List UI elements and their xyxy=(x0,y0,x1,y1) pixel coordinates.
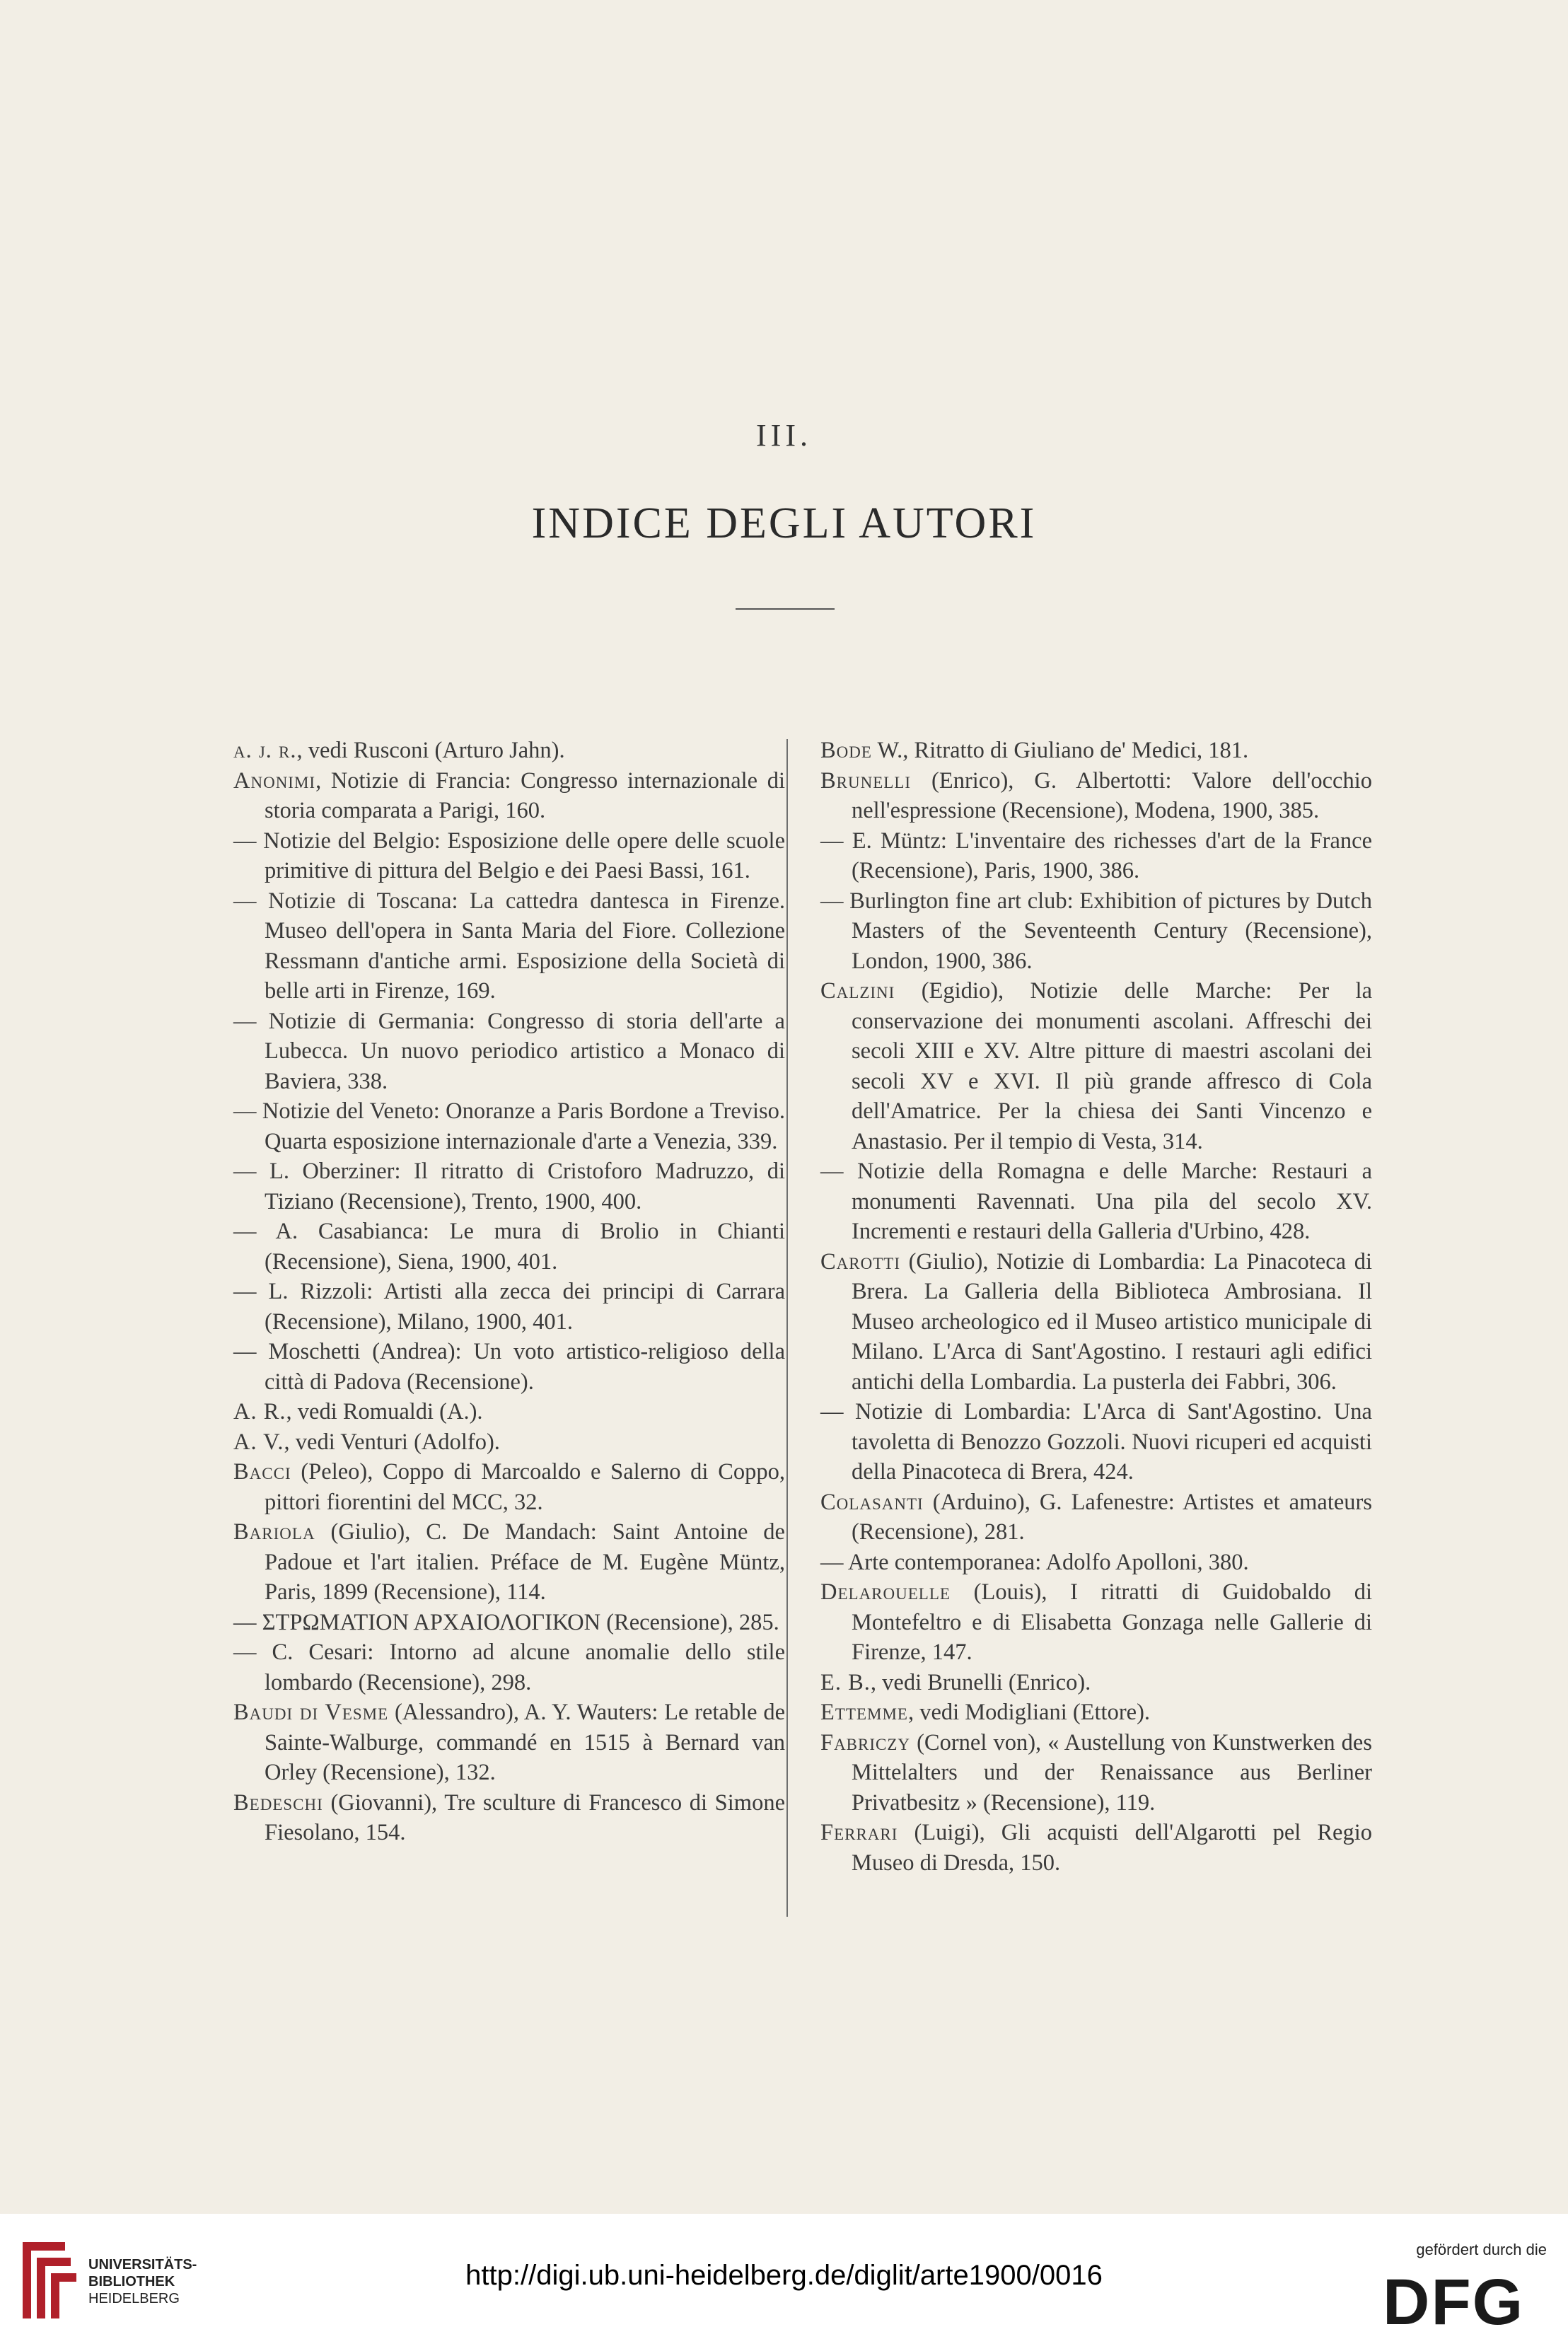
index-entry xyxy=(820,1668,1372,1698)
page-title: INDICE DEGLI AUTORI xyxy=(531,499,1037,547)
index-entry xyxy=(820,1697,1372,1728)
index-column-right xyxy=(820,736,1372,1878)
entry-text: , vedi Rusconi (Arturo Jahn). xyxy=(296,738,565,763)
index-entry xyxy=(820,1577,1372,1668)
entry-text: — L. Rizzoli: Artisti alla zecca dei principi di Carrara (Recensione), Milano, 1900, 401. xyxy=(233,1279,785,1335)
entry-author: Fabriczy xyxy=(820,1729,911,1755)
entry-author: Ettemme xyxy=(820,1700,908,1725)
entry-text: — Notizie di Toscana: La cattedra dantesca in Firenze. Museo dell'opera in Santa Maria del Fiore. Collezione Ressmann d'antiche armi. Esposizione della Società di belle arti in Firenze, 169. xyxy=(233,888,785,1004)
library-name-line-3: HEIDELBERG xyxy=(88,2291,180,2306)
index-entry xyxy=(233,826,785,886)
index-entry xyxy=(233,1156,785,1217)
entry-author: Colasanti xyxy=(820,1489,924,1515)
library-name-line-1: UNIVERSITÄTS- xyxy=(88,2257,197,2273)
index-entry xyxy=(233,736,785,766)
entry-text: (Giulio), Notizie di Lombardia: La Pinacoteca di Brera. La Galleria della Biblioteca Ambrosiana. Il Museo archeologico ed il Museo artistico municipale di Milano. L'Arca di Sant'Agostino. I restauri agli edifici antichi della Lombardia. La pusterla dei Fabbri, 306. xyxy=(852,1248,1372,1395)
index-entry xyxy=(820,976,1372,1156)
entry-text: — L. Oberziner: Il ritratto di Cristoforo Madruzzo, di Tiziano (Recensione), Trento, 1900, 400. xyxy=(233,1159,785,1214)
entry-text: (Luigi), Gli acquisti dell'Algarotti pel Regio Museo di Dresda, 150. xyxy=(852,1820,1372,1876)
entry-text: — Notizie della Romagna e delle Marche: Restauri a monumenti Ravennati. Una pila del secolo XV. Incrementi e restauri della Galleria d'Urbino, 428. xyxy=(820,1159,1372,1244)
entry-author: A. R. xyxy=(233,1399,286,1424)
entry-text: (Giulio), C. De Mandach: Saint Antoine de Padoue et l'art italien. Préface de M. Eugène Müntz, Paris, 1899 (Recensione), 114. xyxy=(265,1519,785,1605)
entry-text: (Giovanni), Tre sculture di Francesco di Simone Fiesolano, 154. xyxy=(265,1789,785,1845)
index-entry xyxy=(233,766,785,826)
index-entry xyxy=(233,1427,785,1458)
index-entry xyxy=(820,1397,1372,1487)
index-entry xyxy=(820,1247,1372,1398)
entry-text: — E. Müntz: L'inventaire des richesses d'art de la France (Recensione), Paris, 1900, 386. xyxy=(820,828,1372,883)
index-entry xyxy=(233,886,785,1006)
index-entry xyxy=(233,1337,785,1397)
library-name-line-2: BIBLIOTHEK xyxy=(88,2274,175,2289)
title-rule xyxy=(736,608,835,610)
index-entry xyxy=(820,766,1372,826)
entry-text: , vedi Venturi (Adolfo). xyxy=(284,1429,500,1455)
entry-author: Calzini xyxy=(820,978,895,1004)
dfg-logo-text: DFG xyxy=(1383,2269,1525,2329)
entry-author: Bacci xyxy=(233,1459,291,1485)
entry-text: (Arduino), G. Lafenestre: Artistes et amateurs (Recensione), 281. xyxy=(852,1489,1372,1545)
column-divider xyxy=(786,739,788,1917)
entry-text: (Alessandro), A. Y. Wauters: Le retable de Sainte-Walburge, commandé en 1515 à Bernard van Orley (Recensione), 132. xyxy=(265,1700,785,1785)
entry-author: Anonimi xyxy=(233,767,316,794)
entry-author: Ferrari xyxy=(820,1820,898,1845)
index-entry xyxy=(233,1457,785,1517)
entry-author: E. B. xyxy=(820,1669,871,1695)
index-entry xyxy=(233,1788,785,1848)
entry-text: (Louis), I ritratti di Guidobaldo di Montefeltro e di Elisabetta Gonzaga nelle Gallerie di Firenze, 147. xyxy=(852,1579,1372,1665)
index-column-left xyxy=(233,736,785,1848)
index-entry xyxy=(233,1397,785,1427)
index-entry xyxy=(820,886,1372,977)
entry-text: — A. Casabianca: Le mura di Brolio in Chianti (Recensione), Siena, 1900, 401. xyxy=(233,1219,785,1275)
index-entry xyxy=(820,736,1372,766)
entry-author: Baudi di Vesme xyxy=(233,1700,389,1725)
index-entry xyxy=(233,1608,785,1638)
entry-author: Bode xyxy=(820,738,872,763)
entry-text: — Arte contemporanea: Adolfo Apolloni, 380. xyxy=(820,1549,1249,1575)
entry-text: (Peleo), Coppo di Marcoaldo e Salerno di Coppo, pittori fiorentini del MCC, 32. xyxy=(265,1459,785,1515)
index-entry xyxy=(233,1006,785,1097)
index-entry xyxy=(820,1548,1372,1578)
entry-text: — C. Cesari: Intorno ad alcune anomalie dello stile lombardo (Recensione), 298. xyxy=(233,1639,785,1695)
entry-author: Delarouelle xyxy=(820,1579,951,1605)
entry-author: Bariola xyxy=(233,1519,315,1545)
entry-text: — ΣΤΡΩΜΑΤΙΟΝ ΑΡΧΑΙΟΛΟΓΙΚΟΝ (Recensione), 285. xyxy=(233,1609,779,1635)
section-number: III. xyxy=(756,418,812,453)
dfg-logo-icon xyxy=(1383,2269,1545,2329)
footer xyxy=(0,2214,1568,2339)
index-entry xyxy=(233,1217,785,1277)
index-entry xyxy=(820,826,1372,886)
entry-author: a. j. r. xyxy=(233,738,297,763)
entry-text: — Moschetti (Andrea): Un voto artistico-religioso della città di Padova (Recensione). xyxy=(233,1339,785,1395)
index-entry xyxy=(820,1818,1372,1878)
entry-text: , vedi Modigliani (Ettore). xyxy=(907,1700,1151,1725)
index-entry xyxy=(820,1728,1372,1818)
entry-author: Brunelli xyxy=(820,767,912,794)
entry-text: , vedi Romualdi (A.). xyxy=(286,1399,483,1424)
entry-author: A. V. xyxy=(233,1429,284,1455)
entry-author: Bedeschi xyxy=(233,1789,323,1816)
index-entry xyxy=(820,1156,1372,1247)
index-entry xyxy=(233,1517,785,1608)
entry-text: , vedi Brunelli (Enrico). xyxy=(870,1669,1091,1695)
index-entry xyxy=(233,1277,785,1337)
entry-text: , Notizie di Francia: Congresso internazionale di storia comparata a Parigi, 160. xyxy=(265,767,785,823)
entry-text: (Egidio), Notizie delle Marche: Per la conservazione dei monumenti ascolani. Affreschi dei secoli XIII e XV. Altre pitture di maestri ascolani dei secoli XV e XVI. Il più grande affresco di Cola dell'Amatrice. Per la chiesa dei Santi Vincenzo e Anastasio. Per il tempio di Vesta, 314. xyxy=(852,978,1372,1154)
index-entry xyxy=(233,1697,785,1788)
funding-caption: gefördert durch die xyxy=(1416,2241,1547,2258)
entry-text: — Notizie di Lombardia: L'Arca di Sant'Agostino. Una tavoletta di Benozzo Gozzoli. Nuovi ricuperi ed acquisti della Pinacoteca di Brera, 424. xyxy=(820,1399,1372,1485)
source-url-link[interactable]: http://digi.ub.uni-heidelberg.de/diglit/arte1900/0016 xyxy=(465,2260,1103,2291)
entry-text: W., Ritratto di Giuliano de' Medici, 181. xyxy=(871,738,1249,763)
entry-text: — Notizie del Veneto: Onoranze a Paris Bordone a Treviso. Quarta esposizione internazionale d'arte a Venezia, 339. xyxy=(233,1098,785,1154)
index-entry xyxy=(233,1096,785,1156)
entry-text: (Cornel von), « Austellung von Kunstwerken des Mittelalters und der Renaissance aus Berliner Privatbesitz » (Recensione), 119. xyxy=(852,1729,1372,1816)
entry-text: (Enrico), G. Albertotti: Valore dell'occhio nell'espressione (Recensione), Modena, 1900, 385. xyxy=(852,767,1372,823)
index-entry xyxy=(820,1487,1372,1548)
entry-author: Carotti xyxy=(820,1248,900,1275)
entry-text: — Notizie del Belgio: Esposizione delle opere delle scuole primitive di pittura del Belgio e dei Paesi Bassi, 161. xyxy=(233,828,785,883)
entry-text: — Notizie di Germania: Congresso di storia dell'arte a Lubecca. Un nuovo periodico artistico a Monaco di Baviera, 338. xyxy=(233,1008,785,1094)
entry-text: — Burlington fine art club: Exhibition of pictures by Dutch Masters of the Seventeenth Century (Recensione), London, 1900, 386. xyxy=(820,888,1372,974)
index-entry xyxy=(233,1637,785,1697)
